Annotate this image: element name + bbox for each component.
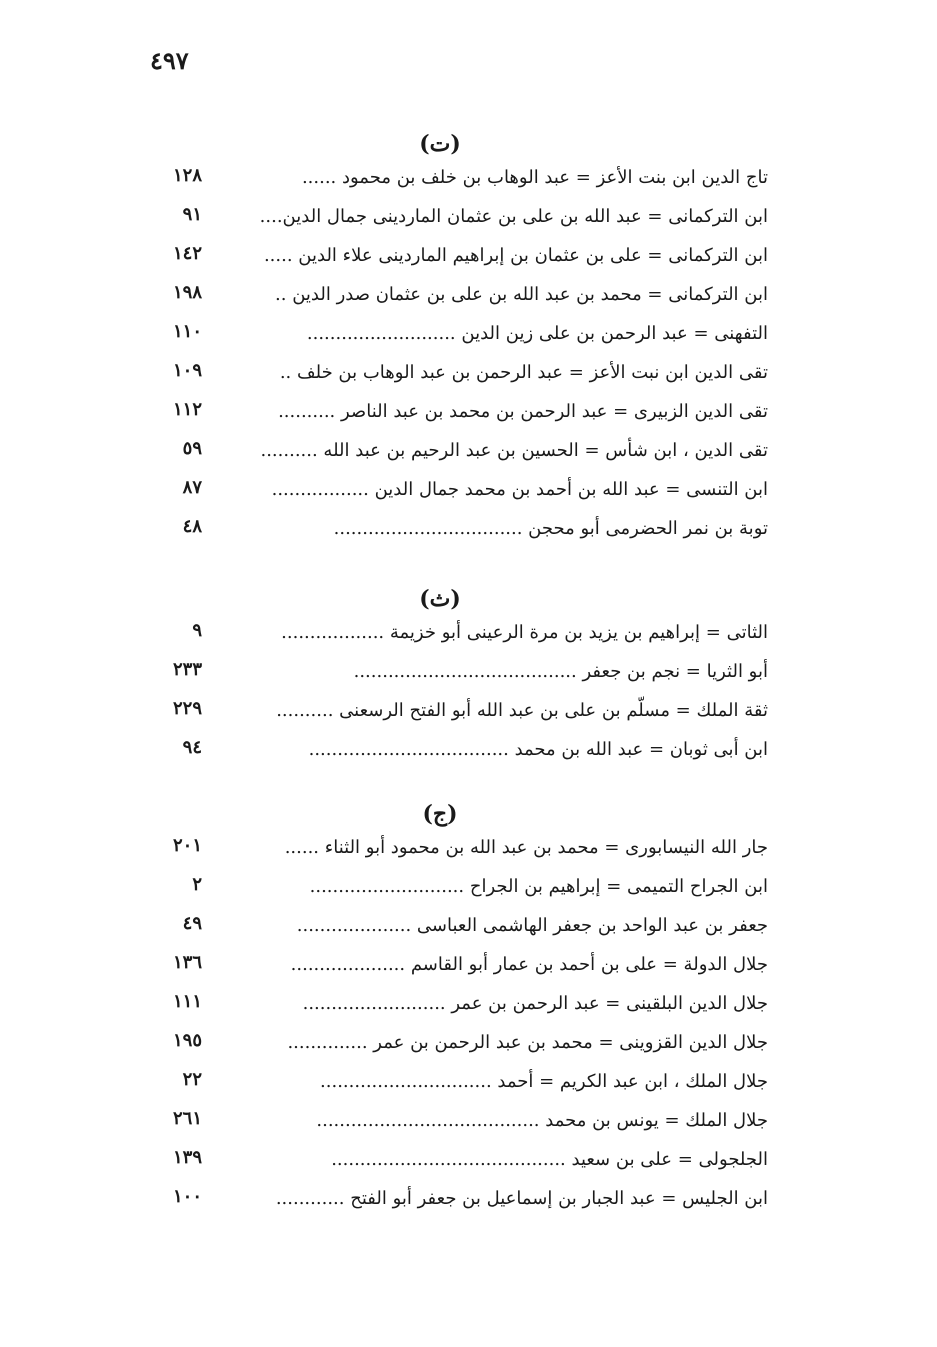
entry-page-number: ٢٦١ [172,1108,202,1129]
index-entry [140,657,780,696]
entry-page-number: ٢٢٩ [172,698,202,719]
entry-text: جار الله النيسابورى = محمد بن عبد الله بن محمود أبو الثناء ...... [284,837,768,858]
entry-text: ابن التركمانى = عبد الله بن على بن عثمان الماردينى جمال الدين.... [259,206,768,227]
entry-text: ابن التركمانى = محمد بن عبد الله بن على بن عثمان صدر الدين .. [275,284,768,305]
index-entry [140,1067,780,1106]
entry-text: التفهنى = عبد الرحمن بن على زين الدين .......................... [306,323,768,344]
entry-page-number: ١٣٦ [172,952,202,973]
section-header: (ج) [422,801,458,827]
index-entry [140,1145,780,1184]
entry-page-number: ٨٧ [182,477,202,498]
index-entry [140,833,780,872]
index-entry [140,872,780,911]
index-section-tha [140,580,780,774]
entry-text: تقى الدين ، ابن شأس = الحسين بن عبد الرحيم بن عبد الله .......... [260,440,768,461]
entry-text: جلال الملك ، ابن عبد الكريم = أحمد .............................. [320,1071,768,1092]
entry-page-number: ١٠٩ [172,360,202,381]
index-entry [140,475,780,514]
index-entry [140,358,780,397]
index-entry [140,911,780,950]
index-entry [140,514,780,553]
entry-page-number: ١٩٨ [172,282,202,303]
index-entry [140,950,780,989]
index-entry [140,1184,780,1223]
entry-text: جلال الدين القزوينى = محمد بن عبد الرحمن بن عمر .............. [287,1032,768,1053]
entry-page-number: ١٩٥ [172,1030,202,1051]
entry-page-number: ١٢٨ [172,165,202,186]
entry-page-number: ٢٠١ [172,835,202,856]
entry-page-number: ٩ [192,620,202,641]
index-entry [140,1028,780,1067]
entry-page-number: ٤٨ [182,516,202,537]
entry-text: جلال الملك = يونس بن محمد ....................................... [316,1110,768,1131]
index-section-jim [140,795,780,1223]
index-entry [140,436,780,475]
index-entry [140,1106,780,1145]
section-header: (ث) [419,586,461,612]
index-section-ta [140,125,780,553]
entry-page-number: ٤٩ [182,913,202,934]
entry-page-number: ١٤٢ [172,243,202,264]
entry-text: الثاتى = إبراهيم بن يزيد بن مرة الرعينى أبو خزيمة .................. [281,622,768,643]
entry-text: جلال الدولة = على بن أحمد بن عمار أبو القاسم .................... [290,954,768,975]
entry-page-number: ٢٣٣ [172,659,202,680]
index-entry [140,202,780,241]
entry-page-number: ١٣٩ [172,1147,202,1168]
index-entry [140,735,780,774]
entry-text: ثقة الملك = مسلّم بن على بن عبد الله أبو الفتح الرسعنى .......... [276,700,768,721]
index-entry [140,618,780,657]
entry-page-number: ١١١ [172,991,202,1012]
index-entry [140,280,780,319]
index-entry [140,696,780,735]
entry-text: ابن الجليس = عبد الجبار بن إسماعيل بن جعفر أبو الفتح ............ [275,1188,768,1209]
section-header: (ت) [419,131,461,157]
entry-text: جعفر بن عبد الواحد بن جعفر الهاشمى العباسى .................... [296,915,768,936]
entry-page-number: ١٠٠ [172,1186,202,1207]
index-entry [140,241,780,280]
entry-page-number: ١١٢ [172,399,202,420]
entry-page-number: ٢ [192,874,202,895]
entry-text: تاج الدين ابن بنت الأعز = عبد الوهاب بن خلف بن محمود ...... [301,167,768,188]
entry-page-number: ٢٢ [182,1069,202,1090]
entry-text: ابن الجراح التميمى = إبراهيم بن الجراح ........................... [309,876,768,897]
entry-text: الجلجولى = على بن سعيد ......................................... [331,1149,768,1170]
entry-text: تقى الدين الزبيرى = عبد الرحمن بن محمد بن عبد الناصر .......... [278,401,768,422]
index-entry [140,989,780,1028]
index-entry [140,319,780,358]
page-number: ٤٩٧ [150,46,189,75]
entry-page-number: ٩٤ [182,737,202,758]
entry-text: ابن التركمانى = على بن عثمان بن إبراهيم الماردينى علاء الدين ..... [263,245,768,266]
entry-text: تقى الدين ابن نبت الأعز = عبد الرحمن بن عبد الوهاب بن خلف .. [279,362,768,383]
entry-page-number: ٩١ [182,204,202,225]
index-entry [140,397,780,436]
entry-page-number: ٥٩ [182,438,202,459]
entry-text: توبة بن نمر الحضرمى أبو محجن ................................. [333,518,768,539]
index-entry [140,163,780,202]
entry-text: ابن أبى ثوبان = عبد الله بن محمد ................................... [308,739,768,760]
entry-text: ابن التنسى = عبد الله بن أحمد بن محمد جمال الدين ................. [271,479,768,500]
entry-text: أبو الثريا = نجم بن جعفر ....................................... [353,661,768,682]
entry-text: جلال الدين البلقينى = عبد الرحمن بن عمر ......................... [302,993,768,1014]
entry-page-number: ١١٠ [172,321,202,342]
